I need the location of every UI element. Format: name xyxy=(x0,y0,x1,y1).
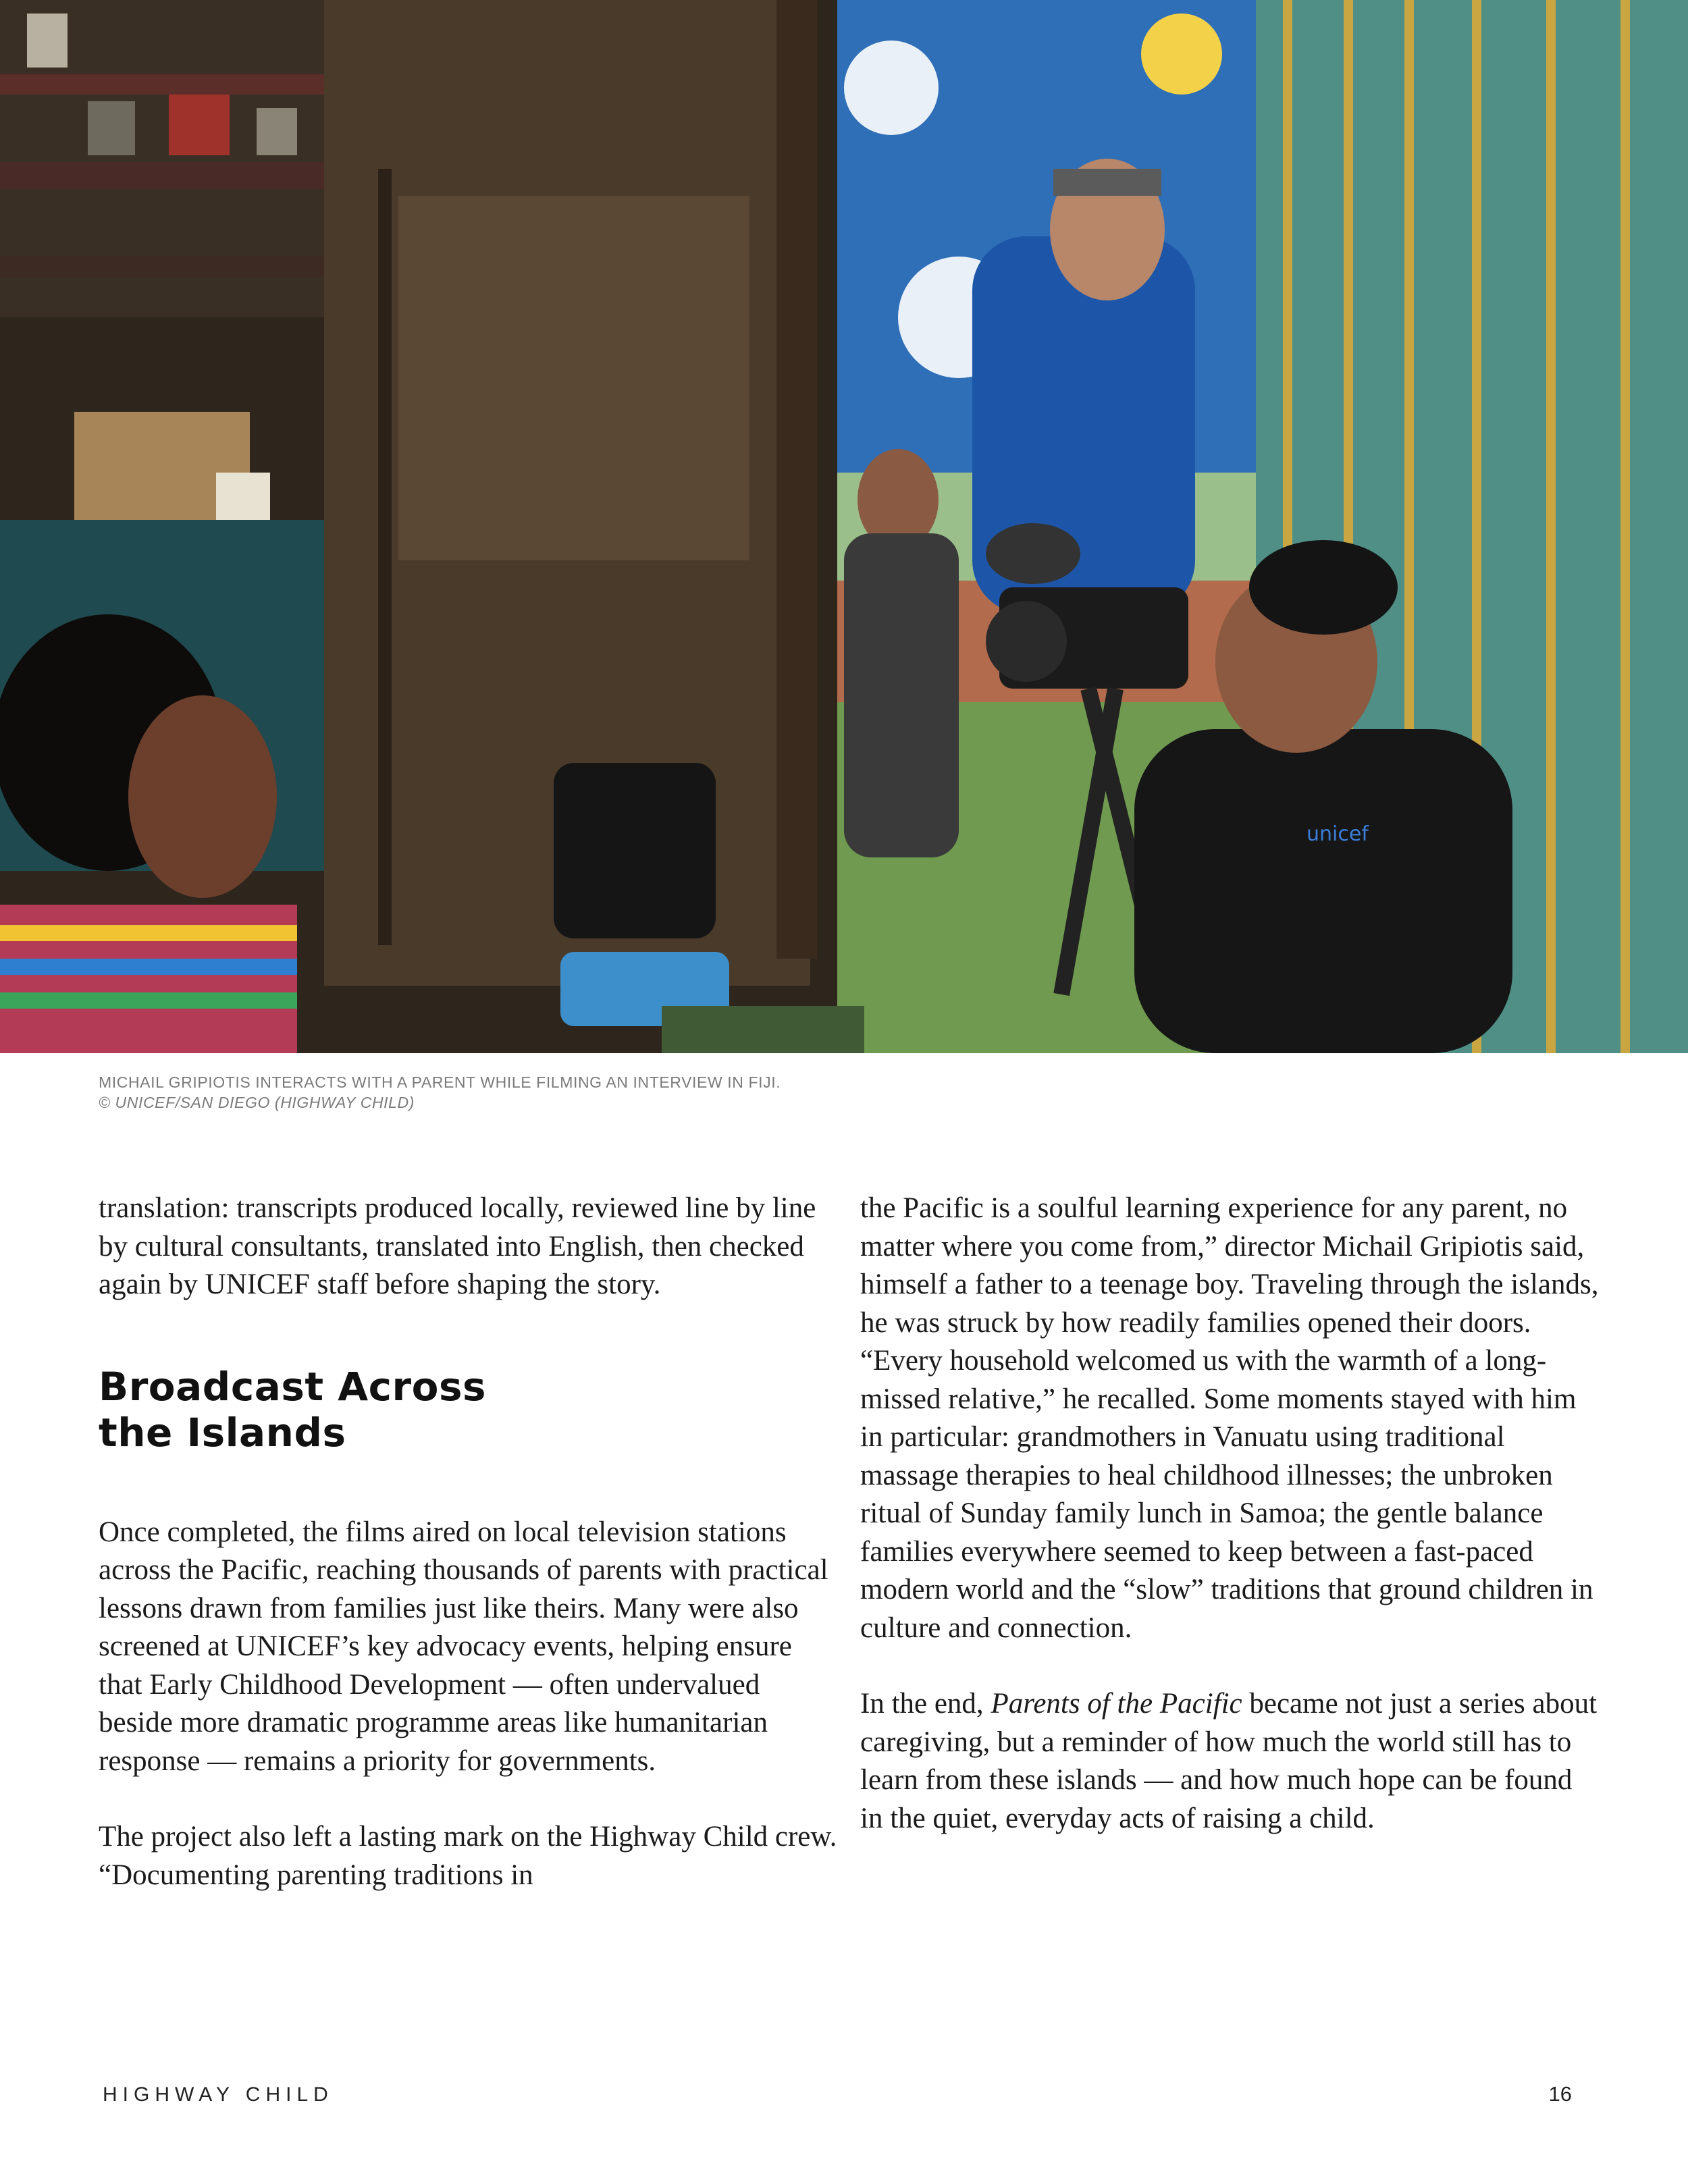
section-heading xyxy=(99,1364,639,1456)
unicef-badge: unicef xyxy=(1307,822,1369,846)
photo-image xyxy=(0,0,1688,1053)
body-paragraph: The project also left a lasting mark on the Highway Child crew. “Documenting parenting traditions in xyxy=(99,1821,837,1891)
closing-paragraph xyxy=(860,1685,1600,1838)
heading-line-1: Broadcast Across xyxy=(99,1363,487,1410)
intro-paragraph: translation: transcripts produced locally, reviewed line by line by cultural consultants, translated into English, then checked again by UNICEF staff before shaping the story. xyxy=(99,1192,816,1300)
closing-text-start: In the end, xyxy=(860,1688,991,1720)
publication-name: HIGHWAY CHILD xyxy=(103,2083,334,2106)
body-paragraph: Once completed, the films aired on local television stations across the Pacific, reaching thousands of parents with practical lessons drawn from families just like theirs. Many were also screened at UNICEF’s key advocacy events, helping ensure that Early Childhood Development — often undervalued beside more dramatic programme areas like humanitarian response — remains a priority for governments. xyxy=(99,1516,828,1777)
series-title: Parents of the Pacific xyxy=(991,1688,1242,1720)
left-column xyxy=(99,1190,838,1894)
body-paragraph: the Pacific is a soulful learning experience for any parent, no matter where you come from,” director Michail Gripiotis said, himself a father to a teenage boy. Traveling through the islands, he was struck by how readily families opened their doors. “Every household welcomed us with the warmth of a long-missed relative,” he recalled. Some moments stayed with him in particular: grandmothers in Vanuatu using traditional massage therapies to heal childhood illnesses; the unbroken ritual of Sunday family lunch in Samoa; the gentle balance families everywhere seemed to keep between a fast-paced modern world and the “slow” traditions that ground children in culture and connection. xyxy=(860,1192,1599,1644)
caption-text: MICHAIL GRIPIOTIS INTERACTS WITH A PARENT WHILE FILMING AN INTERVIEW IN FIJI. xyxy=(99,1073,781,1091)
page-number: 16 xyxy=(1548,2082,1572,2106)
heading-line-2: the Islands xyxy=(99,1409,346,1456)
right-column xyxy=(860,1190,1600,1838)
closing-text-end: became not just a series about caregiving, but a reminder of how much the world still has to learn from these islands — and how much hope can be found in the quiet, everyday acts of raising a child. xyxy=(860,1688,1598,1834)
hero-photo xyxy=(0,0,1688,1053)
photo-credit: © UNICEF/SAN DIEGO (HIGHWAY CHILD) xyxy=(99,1094,415,1111)
photo-caption xyxy=(99,1072,1179,1113)
